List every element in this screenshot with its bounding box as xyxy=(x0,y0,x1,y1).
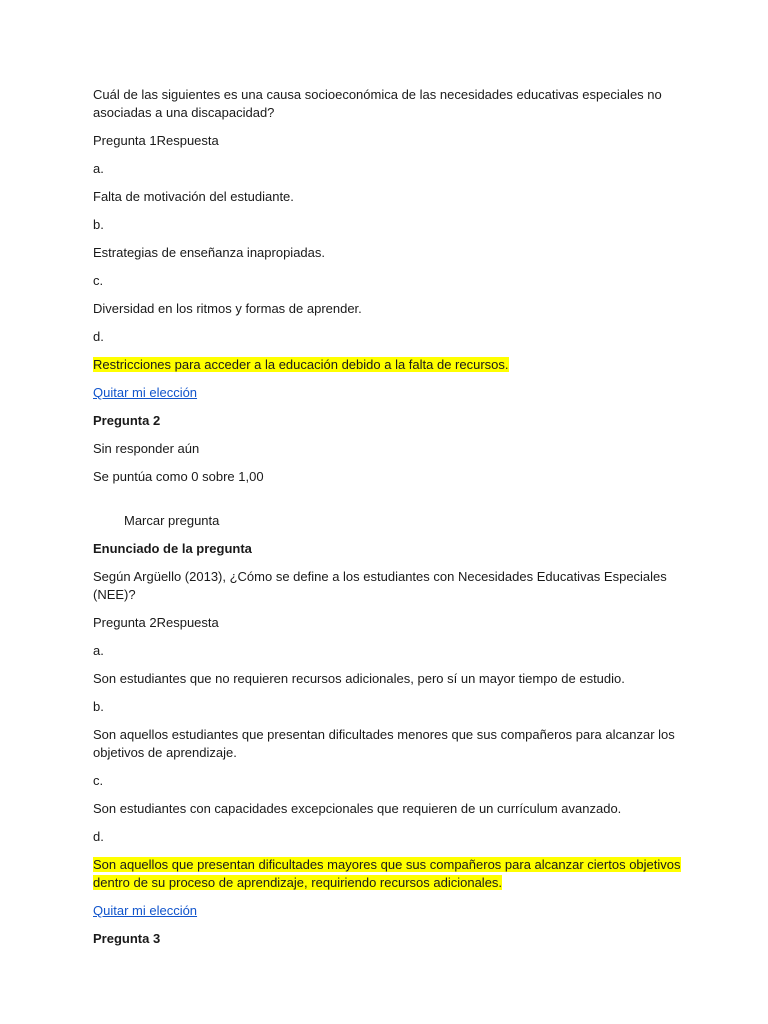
q1-option-b-letter: b. xyxy=(93,217,104,232)
question-2-text: Según Argüello (2013), ¿Cómo se define a los estudiantes con Necesidades Educativas Especiales (NEE)? xyxy=(93,569,667,602)
q2-option-d-text-selected[interactable]: Son aquellos que presentan dificultades mayores que sus compañeros para alcanzar ciertos objetivos dentro de su proceso de aprendizaje, requiriendo recursos adicionales. xyxy=(93,857,681,890)
flag-question-button[interactable]: Marcar pregunta xyxy=(124,513,220,528)
q2-option-a-text[interactable]: Son estudiantes que no requieren recursos adicionales, pero sí un mayor tiempo de estudio. xyxy=(93,671,625,686)
question-2-heading: Pregunta 2 xyxy=(93,413,161,428)
document-page xyxy=(93,86,683,958)
q2-option-d-letter: d. xyxy=(93,829,104,844)
question-1-answer-label: Pregunta 1Respuesta xyxy=(93,133,219,148)
q2-option-c-text[interactable]: Son estudiantes con capacidades excepcionales que requieren de un currículum avanzado. xyxy=(93,801,622,816)
question-2-status: Sin responder aún xyxy=(93,441,200,456)
question-2-statement-heading: Enunciado de la pregunta xyxy=(93,541,252,556)
question-2-answer-label: Pregunta 2Respuesta xyxy=(93,615,219,630)
q1-option-d-text-selected[interactable]: Restricciones para acceder a la educación debido a la falta de recursos. xyxy=(93,357,509,372)
q2-option-a-letter: a. xyxy=(93,643,104,658)
q2-clear-choice-link[interactable]: Quitar mi elección xyxy=(93,903,198,918)
q1-option-c-text[interactable]: Diversidad en los ritmos y formas de aprender. xyxy=(93,301,362,316)
q1-option-d-letter: d. xyxy=(93,329,104,344)
question-2-score: Se puntúa como 0 sobre 1,00 xyxy=(93,469,264,484)
q1-option-a-letter: a. xyxy=(93,161,104,176)
q2-option-b-text[interactable]: Son aquellos estudiantes que presentan dificultades menores que sus compañeros para alcanzar los objetivos de aprendizaje. xyxy=(93,727,675,760)
question-3-heading: Pregunta 3 xyxy=(93,931,161,946)
question-1-text: Cuál de las siguientes es una causa socioeconómica de las necesidades educativas especiales no asociadas a una discapacidad? xyxy=(93,87,662,120)
q1-option-a-text[interactable]: Falta de motivación del estudiante. xyxy=(93,189,294,204)
q1-option-c-letter: c. xyxy=(93,273,104,288)
q1-clear-choice-link[interactable]: Quitar mi elección xyxy=(93,385,198,400)
q2-option-c-letter: c. xyxy=(93,773,104,788)
q2-option-b-letter: b. xyxy=(93,699,104,714)
q1-option-b-text[interactable]: Estrategias de enseñanza inapropiadas. xyxy=(93,245,325,260)
